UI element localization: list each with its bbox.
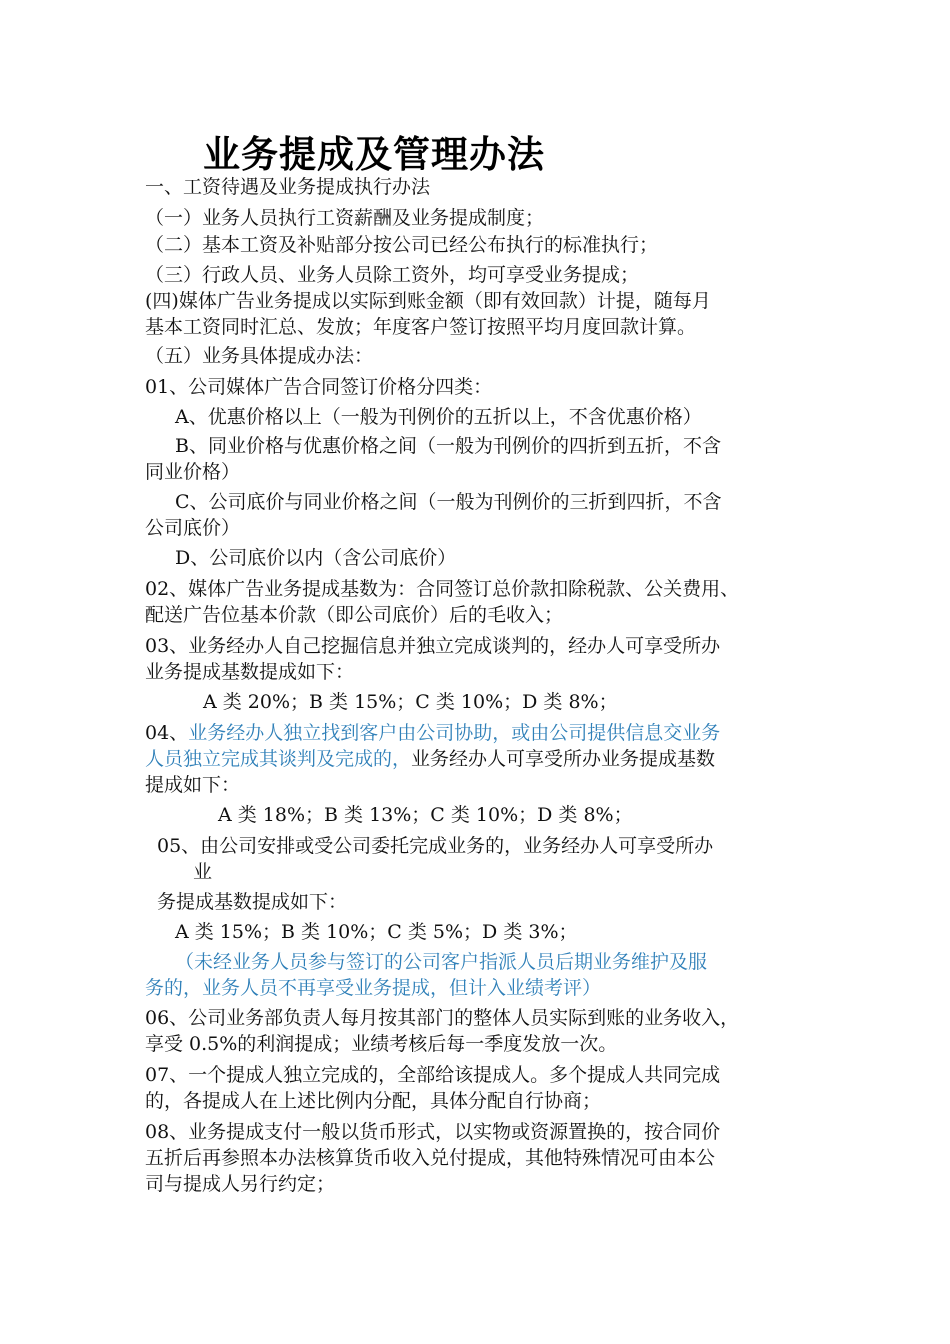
paragraph-line: 司与提成人另行约定； [145, 1173, 336, 1195]
paragraph-line: D、公司底价以内（含公司底价） [175, 547, 457, 569]
paragraph-line [145, 721, 720, 745]
paragraph-line: 业务提成基数提成如下： [145, 661, 355, 683]
paragraph-line: 基本工资同时汇总、发放；年度客户签订按照平均月度回款计算。 [145, 316, 697, 338]
paragraph-line: 07、一个提成人独立完成的，全部给该提成人。多个提成人共同完成 [145, 1064, 721, 1086]
plain-text: 业务经办人可享受所办业务提成基数 [411, 748, 716, 770]
paragraph-line: 享受 0.5%的利润提成；业绩考核后每一季度发放一次。 [145, 1033, 618, 1055]
paragraph-line: 同业价格） [145, 461, 241, 483]
paragraph-line: （二）基本工资及补贴部分按公司已经公布执行的标准执行； [145, 234, 659, 256]
highlighted-text: 人员独立完成其谈判及完成的， [145, 748, 412, 770]
paragraph-line: 06、公司业务部负责人每月按其部门的整体人员实际到账的业务收入， [145, 1007, 740, 1029]
paragraph-line: 01、公司媒体广告合同签订价格分四类： [145, 376, 493, 398]
paragraph-line [145, 747, 715, 771]
highlighted-note: （未经业务人员参与签订的公司客户指派人员后期业务维护及服 [175, 951, 708, 973]
rate-line: A 类 20%；B 类 15%；C 类 10%；D 类 8%； [203, 691, 618, 713]
paragraph-line: （三）行政人员、业务人员除工资外，均可享受业务提成； [145, 264, 640, 286]
paragraph-line: 03、业务经办人自己挖掘信息并独立完成谈判的，经办人可享受所办 [145, 635, 721, 657]
paragraph-line: 的，各提成人在上述比例内分配，具体分配自行协商； [145, 1090, 602, 1112]
paragraph-line: 提成如下： [145, 774, 241, 796]
paragraph-line: (四)媒体广告业务提成以实际到账金额（即有效回款）计提，随每月 [145, 290, 711, 312]
paragraph-line: （五）业务具体提成办法： [145, 345, 374, 367]
rate-line: A 类 18%；B 类 13%；C 类 10%；D 类 8%； [218, 804, 633, 826]
rate-line: A 类 15%；B 类 10%；C 类 5%；D 类 3%； [175, 921, 578, 943]
paragraph-line: 02、媒体广告业务提成基数为：合同签订总价款扣除税款、公关费用、 [145, 578, 740, 600]
section-heading: 一、工资待遇及业务提成执行办法 [145, 176, 431, 198]
paragraph-line: 公司底价） [145, 517, 241, 539]
paragraph-line: 05、由公司安排或受公司委托完成业务的，业务经办人可享受所办 [157, 835, 714, 857]
document-title: 业务提成及管理办法 [203, 133, 545, 176]
paragraph-line: 配送广告位基本价款（即公司底价）后的毛收入； [145, 604, 564, 626]
paragraph-line: 业 [193, 861, 213, 883]
paragraph-line: （一）业务人员执行工资薪酬及业务提成制度； [145, 207, 545, 229]
paragraph-line: B、同业价格与优惠价格之间（一般为刊例价的四折到五折，不含 [175, 435, 721, 457]
paragraph-line: A、优惠价格以上（一般为刊例价的五折以上，不含优惠价格） [175, 406, 702, 428]
paragraph-line: 08、业务提成支付一般以货币形式，以实物或资源置换的，按合同价 [145, 1121, 721, 1143]
paragraph-line: 五折后再参照本办法核算货币收入兑付提成，其他特殊情况可由本公 [145, 1147, 716, 1169]
highlighted-text: 业务经办人独立找到客户由公司协助，或由公司提供信息交业务 [188, 722, 721, 744]
paragraph-line: 务提成基数提成如下： [157, 891, 348, 913]
paragraph-line: C、公司底价与同业价格之间（一般为刊例价的三折到四折，不含 [175, 491, 722, 513]
item-number: 04、 [145, 722, 189, 744]
highlighted-note: 务的，业务人员不再享受业务提成，但计入业绩考评） [145, 977, 602, 999]
